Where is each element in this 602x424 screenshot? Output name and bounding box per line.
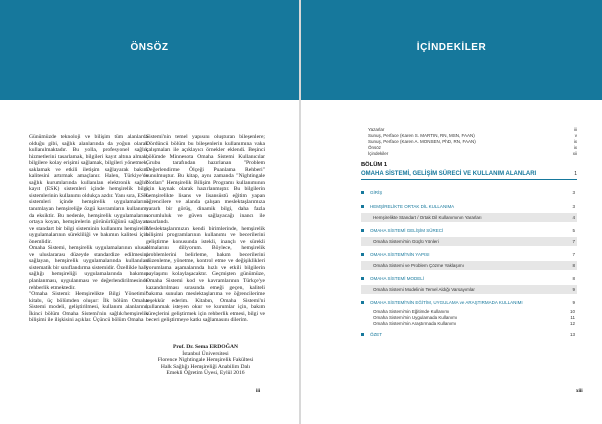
preface-column-2 xyxy=(146,134,265,324)
paragraph: Meslektaşlarımızın kendi birimlerinde, hemşirelik bilişimi programlarının kullanımı ve becerilerini geliştirme konusunda istekli, inançlı ve sürekli olmalarını diliyorum. Böylece, hemşirelik problemlerini belirleme, bakım becerilerini düzenleme, yönetme, kontrol etme ve değişiklikleri yorumlama aşamalarında hızlı ve etkili bilgilerin paylaşımı kolaylaşacaktır. Geçmişten günümüze, Omaha Sistemi kod ve kavramlarının Türkçe'ye kazandırılması sırasında emeği geçen, kaliteli bakıma sunulan meslektaşlarıma ve öğrencilerime teşekkür ederim. Kitabın, Omaha Sistemi'ni kullanmak isteyen okur ve kurumlar için, bakım süreçlerini geliştirmek için rehberlik etmesi, bilgi ve beceri geliştirmeye katkı sağlamasını dilerim. xyxy=(146,225,265,324)
paragraph: Sistemi'nin temel yapısını oluşturan bileşenlere; Dördüncü bölüm bu bileşenlerin kullanımına vaka çalışmaları ile açıklayıcı örnekler eklendi. Beşinci bölümde Minnesota Omaha Sistemi Kullanıcılar Grubu tarafından hazırlanan "Problem Değerlendirme Ölçeği Puanlama Rehberi" sunulmuştur. Bu kitap, aynı zamanda "Nightingale Notları" Hemşirelik Bilişim Programı kullanımının için kaynak olarak hazırlanmıştır. Bu bilgilerin hemşirelikte lisans ve lisansüstü eğitim yapan öğrencilere ve alanda çalışan meslektaşlarımıza yararlı bir görüş, dinamik bilgi, daha fazla sorumluluk ve güven sağlayacağı inancı ile tasarlandı. xyxy=(146,134,265,226)
toc-entry[interactable] xyxy=(361,273,577,284)
toc-entry-label: OMAHA SİSTEMİ'NİN EĞİTİM, UYGULAMA ve ARAŞTIRMADA KULLANIMI xyxy=(370,300,523,305)
page-number: iii xyxy=(256,389,261,394)
toc-subentry[interactable] xyxy=(361,261,577,270)
toc-page-number: 9 xyxy=(572,287,575,292)
toc-entry-label: Yazarlar xyxy=(368,127,385,132)
toc-page-number: 9 xyxy=(572,300,575,305)
toc-entry-label: GİRİŞ xyxy=(370,190,383,195)
toc-subentry[interactable] xyxy=(361,285,577,294)
toc-entry-label: HEMŞİRELİKTE ORTAK DİL KULLANIMA xyxy=(370,204,455,209)
page-title: İÇİNDEKİLER xyxy=(416,42,487,53)
toc-page-number: 3 xyxy=(572,190,575,195)
toc-page-number: 7 xyxy=(572,252,575,257)
toc-subentry[interactable] xyxy=(361,237,577,246)
toc-page-number: xii xyxy=(572,151,577,156)
toc-subentry-label: Omaha Sistemi ve Problem Çözme Yaklaşımı xyxy=(373,263,464,268)
toc-page-number: 11 xyxy=(570,314,575,320)
toc-section xyxy=(361,225,577,246)
toc-subentry-label: Omaha Sistemi'nin Eğitimde Kullanımı xyxy=(373,308,450,314)
toc-section xyxy=(361,249,577,270)
affiliation-line: Halk Sağlığı Hemşireliği Anabilim Dalı xyxy=(160,363,251,370)
page-title: ÖNSÖZ xyxy=(130,42,169,53)
toc-section xyxy=(361,329,577,340)
toc-subentry-label: Omaha Sistemi Modelinin Temel Aldığı Varsayımlar xyxy=(373,287,475,292)
toc-page-number: 4 xyxy=(572,215,575,220)
toc-subentry[interactable] xyxy=(361,213,577,222)
toc-page-number: 5 xyxy=(572,228,575,233)
bullet-icon xyxy=(361,277,364,280)
toc-entry[interactable] xyxy=(361,249,577,260)
toc-page-number: ix xyxy=(573,139,577,144)
toc-entry[interactable] xyxy=(368,151,577,157)
chapter-heading[interactable] xyxy=(361,168,577,180)
toc-entry-label: İçindekiler xyxy=(368,151,389,156)
signature-block xyxy=(146,344,265,377)
toc-subentry-label: Omaha Sistemi'nin Araştırmada Kullanımı xyxy=(373,320,457,326)
contents-page xyxy=(301,0,602,424)
toc-entry[interactable] xyxy=(361,329,577,340)
toc-entry-label: ÖZET xyxy=(370,332,382,337)
toc-section xyxy=(361,201,577,222)
author-name: Prof. Dr. Sema ERDOĞAN xyxy=(172,344,239,350)
toc-subentry-label: Omaha Sistemi'nin Uygulamada Kullanımı xyxy=(373,314,458,320)
toc-page-number: 8 xyxy=(572,263,575,268)
toc-entry-label: Sunuş, Perface (Karen A. MONSEN, PhD, RN, FAAN) xyxy=(368,139,476,144)
toc-entry[interactable] xyxy=(361,187,577,198)
contents-banner xyxy=(301,0,602,100)
bullet-icon xyxy=(361,205,364,208)
paragraph: "Omaha Sistemi: Hemşirelikte Bilgi Yönetimi" kitabı, üç bölümden oluşur: İlk bölüm Omaha Sistemi modeli, geliştirilmesi, kullanım alanlarını; İkinci bölüm Omaha Sistemi'nin sağlık/hemşirelik bilişimi ile ilişkisini açıklar. Üçüncü bölüm Omaha xyxy=(29,291,148,324)
toc-page-number: ix xyxy=(573,145,577,150)
bullet-icon xyxy=(361,191,364,194)
toc-page-number: v xyxy=(574,133,577,138)
toc-entry-label: OMAHA SİSTEMİ'NİN YAPISI xyxy=(370,252,430,257)
toc-entry-label: Sunuş, Perface (Karen S. MARTIN, RN, MSN, FAAN) xyxy=(368,133,475,138)
toc-page-number: 8 xyxy=(572,276,575,281)
toc-page-number: iii xyxy=(574,127,577,132)
bullet-icon xyxy=(361,253,364,256)
affiliation-line: Emekli Öğretim Üyesi, Eylül 2016 xyxy=(166,370,245,377)
toc-page-number: 12 xyxy=(569,320,575,326)
bullet-icon xyxy=(361,333,364,336)
toc-subentry[interactable] xyxy=(361,320,577,326)
paragraph: Günümüzde teknoloji ve bilişim tüm alanlarda olduğu gibi, sağlık alanlarında da yoğun olarak kullanılmaktadır. Bu yolla, profesyonel sağlık hizmetlerini tasarlamak, bilgileri kayıt altına almak, bilgilere kolay erişimi sağlamak, bilgileri yönetmek, saklamak ve etkili iletişim sağlayarak bakım kalitesini artırmak amaçlanır. Halen, Türkiye'de sağlık kurumlarında kullanılan elektronik sağlık kayıt (ESK) sistemleri içinde hemşirelik bilgi sistemlerinin kullanımı oldukça azdır. Yanı sıra, ESK sistemleri içinde hemşirelik uygulamalarını tanımlayan hemşireliğe özgü kavramların kullanımı da eksiktir. Bu nedenle, hemşirelik uygulamalarını ortaya koyan, hemşirelerin görünürlüğünü sağlayan ve standart bir bilgi sisteminin kullanımı hemşirelik uygulamalarının sürekliliği ve bakımın kalitesi için önemlidir. xyxy=(29,134,148,245)
toc-entry-label: Önsöz xyxy=(368,145,382,150)
toc-entry-label: OMAHA SİSTEMİ GELİŞİM SÜRECİ xyxy=(370,228,444,233)
affiliation-line: İstanbul Üniversitesi xyxy=(182,350,229,357)
toc-subentry-label: Omaha Sistemi'nin Güçlü Yönleri xyxy=(373,239,439,244)
bullet-icon xyxy=(361,229,364,232)
toc-entry[interactable] xyxy=(361,225,577,236)
toc-entry-label: OMAHA SİSTEMİ MODELİ xyxy=(370,276,425,281)
toc-page-number: 1 xyxy=(574,170,577,177)
page-number: xiii xyxy=(576,389,583,394)
preface-page xyxy=(0,0,299,424)
toc-page-number: 10 xyxy=(569,308,575,314)
bullet-icon xyxy=(361,301,364,304)
front-matter-list xyxy=(368,127,577,157)
toc-entry[interactable] xyxy=(361,201,577,212)
toc-entry[interactable] xyxy=(361,297,577,308)
toc-page-number: 13 xyxy=(569,332,575,337)
toc-page-number: 3 xyxy=(572,204,575,209)
preface-banner xyxy=(0,0,299,100)
toc-subentry-label: Hemşirelikte Standart / Ortak Dil Kullanımının Yararları xyxy=(373,215,482,220)
preface-column-1 xyxy=(29,134,148,324)
paragraph: Omaha Sistemi, hemşirelik uygulamalarının ulusal ve uluslararası düzeyde standardize edilmesini sağlayan, hemşirelik uygulamalarında kullanılan sistematik bir sınıflandırma sistemidir. Özellikle halk sağlığı hemşireliği uygulamalarında bakımın planlanması, uygulanması ve değerlendirilmesinde rehberlik etmektedir. xyxy=(29,245,149,291)
affiliation-line: Florence Nightingale Hemşirelik Fakültesi xyxy=(157,357,254,364)
toc-section xyxy=(361,187,577,198)
toc-page-number: 7 xyxy=(572,239,575,244)
toc-section xyxy=(361,297,577,326)
chapter-number: BÖLÜM 1 xyxy=(361,162,388,168)
chapter-title: OMAHA SİSTEMİ, GELİŞİM SÜRECİ VE KULLANIM ALANLARI xyxy=(361,170,537,177)
toc-section xyxy=(361,273,577,294)
chapter-toc xyxy=(361,186,577,343)
